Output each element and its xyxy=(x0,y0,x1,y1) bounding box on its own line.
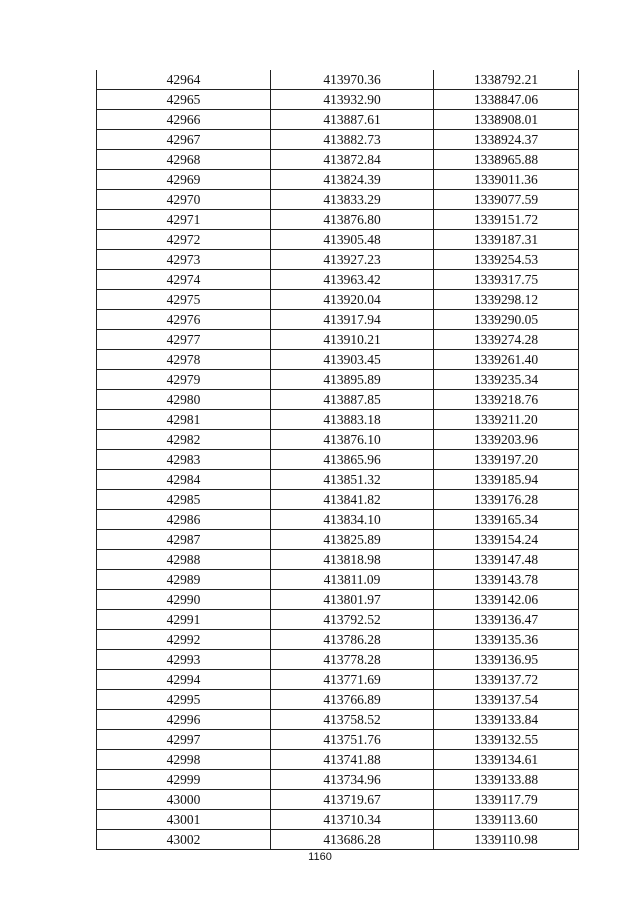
x-coordinate-cell: 413882.73 xyxy=(271,130,434,150)
x-coordinate-cell: 413876.10 xyxy=(271,430,434,450)
point-id-cell: 42990 xyxy=(97,590,271,610)
y-coordinate-cell: 1339142.06 xyxy=(434,590,579,610)
table-row xyxy=(97,170,579,190)
point-id-cell: 42968 xyxy=(97,150,271,170)
coordinate-table-body xyxy=(97,70,579,850)
table-row xyxy=(97,730,579,750)
y-coordinate-cell: 1339147.48 xyxy=(434,550,579,570)
point-id-cell: 42991 xyxy=(97,610,271,630)
x-coordinate-cell: 413887.61 xyxy=(271,110,434,130)
table-row xyxy=(97,370,579,390)
y-coordinate-cell: 1339137.72 xyxy=(434,670,579,690)
table-row xyxy=(97,190,579,210)
x-coordinate-cell: 413719.67 xyxy=(271,790,434,810)
x-coordinate-cell: 413905.48 xyxy=(271,230,434,250)
point-id-cell: 42985 xyxy=(97,490,271,510)
table-row xyxy=(97,210,579,230)
y-coordinate-cell: 1339117.79 xyxy=(434,790,579,810)
point-id-cell: 42995 xyxy=(97,690,271,710)
point-id-cell: 42977 xyxy=(97,330,271,350)
point-id-cell: 42997 xyxy=(97,730,271,750)
x-coordinate-cell: 413771.69 xyxy=(271,670,434,690)
table-row xyxy=(97,390,579,410)
table-row xyxy=(97,650,579,670)
table-row xyxy=(97,490,579,510)
y-coordinate-cell: 1339136.95 xyxy=(434,650,579,670)
point-id-cell: 42996 xyxy=(97,710,271,730)
x-coordinate-cell: 413851.32 xyxy=(271,470,434,490)
point-id-cell: 42971 xyxy=(97,210,271,230)
x-coordinate-cell: 413970.36 xyxy=(271,70,434,90)
point-id-cell: 43000 xyxy=(97,790,271,810)
table-row xyxy=(97,590,579,610)
y-coordinate-cell: 1339274.28 xyxy=(434,330,579,350)
x-coordinate-cell: 413766.89 xyxy=(271,690,434,710)
table-row xyxy=(97,450,579,470)
table-row xyxy=(97,790,579,810)
coordinate-table xyxy=(96,70,579,850)
y-coordinate-cell: 1339261.40 xyxy=(434,350,579,370)
x-coordinate-cell: 413825.89 xyxy=(271,530,434,550)
x-coordinate-cell: 413778.28 xyxy=(271,650,434,670)
table-row xyxy=(97,570,579,590)
table-row xyxy=(97,610,579,630)
x-coordinate-cell: 413917.94 xyxy=(271,310,434,330)
point-id-cell: 42981 xyxy=(97,410,271,430)
page-number: 1160 xyxy=(308,851,332,863)
x-coordinate-cell: 413792.52 xyxy=(271,610,434,630)
y-coordinate-cell: 1339011.36 xyxy=(434,170,579,190)
x-coordinate-cell: 413751.76 xyxy=(271,730,434,750)
table-row xyxy=(97,230,579,250)
point-id-cell: 43002 xyxy=(97,830,271,850)
y-coordinate-cell: 1339113.60 xyxy=(434,810,579,830)
x-coordinate-cell: 413801.97 xyxy=(271,590,434,610)
point-id-cell: 42992 xyxy=(97,630,271,650)
point-id-cell: 43001 xyxy=(97,810,271,830)
point-id-cell: 42978 xyxy=(97,350,271,370)
x-coordinate-cell: 413824.39 xyxy=(271,170,434,190)
point-id-cell: 42976 xyxy=(97,310,271,330)
point-id-cell: 42970 xyxy=(97,190,271,210)
table-row xyxy=(97,630,579,650)
point-id-cell: 42999 xyxy=(97,770,271,790)
x-coordinate-cell: 413811.09 xyxy=(271,570,434,590)
x-coordinate-cell: 413758.52 xyxy=(271,710,434,730)
table-row xyxy=(97,750,579,770)
y-coordinate-cell: 1339218.76 xyxy=(434,390,579,410)
table-row xyxy=(97,550,579,570)
y-coordinate-cell: 1339290.05 xyxy=(434,310,579,330)
y-coordinate-cell: 1339165.34 xyxy=(434,510,579,530)
y-coordinate-cell: 1339298.12 xyxy=(434,290,579,310)
point-id-cell: 42967 xyxy=(97,130,271,150)
x-coordinate-cell: 413741.88 xyxy=(271,750,434,770)
table-row xyxy=(97,250,579,270)
table-row xyxy=(97,510,579,530)
y-coordinate-cell: 1339197.20 xyxy=(434,450,579,470)
x-coordinate-cell: 413887.85 xyxy=(271,390,434,410)
y-coordinate-cell: 1339132.55 xyxy=(434,730,579,750)
point-id-cell: 42969 xyxy=(97,170,271,190)
y-coordinate-cell: 1339317.75 xyxy=(434,270,579,290)
table-row xyxy=(97,70,579,90)
point-id-cell: 42986 xyxy=(97,510,271,530)
y-coordinate-cell: 1339176.28 xyxy=(434,490,579,510)
x-coordinate-cell: 413903.45 xyxy=(271,350,434,370)
table-row xyxy=(97,310,579,330)
table-row xyxy=(97,330,579,350)
y-coordinate-cell: 1339211.20 xyxy=(434,410,579,430)
x-coordinate-cell: 413895.89 xyxy=(271,370,434,390)
point-id-cell: 42973 xyxy=(97,250,271,270)
x-coordinate-cell: 413833.29 xyxy=(271,190,434,210)
y-coordinate-cell: 1339154.24 xyxy=(434,530,579,550)
y-coordinate-cell: 1339133.84 xyxy=(434,710,579,730)
table-row xyxy=(97,130,579,150)
y-coordinate-cell: 1338847.06 xyxy=(434,90,579,110)
y-coordinate-cell: 1339187.31 xyxy=(434,230,579,250)
point-id-cell: 42966 xyxy=(97,110,271,130)
x-coordinate-cell: 413872.84 xyxy=(271,150,434,170)
point-id-cell: 42982 xyxy=(97,430,271,450)
x-coordinate-cell: 413876.80 xyxy=(271,210,434,230)
y-coordinate-cell: 1339110.98 xyxy=(434,830,579,850)
point-id-cell: 42974 xyxy=(97,270,271,290)
point-id-cell: 42988 xyxy=(97,550,271,570)
point-id-cell: 42964 xyxy=(97,70,271,90)
point-id-cell: 42993 xyxy=(97,650,271,670)
y-coordinate-cell: 1338792.21 xyxy=(434,70,579,90)
x-coordinate-cell: 413786.28 xyxy=(271,630,434,650)
y-coordinate-cell: 1339077.59 xyxy=(434,190,579,210)
point-id-cell: 42980 xyxy=(97,390,271,410)
point-id-cell: 42994 xyxy=(97,670,271,690)
x-coordinate-cell: 413927.23 xyxy=(271,250,434,270)
x-coordinate-cell: 413920.04 xyxy=(271,290,434,310)
x-coordinate-cell: 413865.96 xyxy=(271,450,434,470)
y-coordinate-cell: 1338908.01 xyxy=(434,110,579,130)
table-row xyxy=(97,670,579,690)
point-id-cell: 42975 xyxy=(97,290,271,310)
x-coordinate-cell: 413932.90 xyxy=(271,90,434,110)
point-id-cell: 42972 xyxy=(97,230,271,250)
x-coordinate-cell: 413710.34 xyxy=(271,810,434,830)
table-row xyxy=(97,710,579,730)
x-coordinate-cell: 413963.42 xyxy=(271,270,434,290)
table-row xyxy=(97,290,579,310)
point-id-cell: 42965 xyxy=(97,90,271,110)
table-row xyxy=(97,530,579,550)
y-coordinate-cell: 1339151.72 xyxy=(434,210,579,230)
table-row xyxy=(97,270,579,290)
x-coordinate-cell: 413910.21 xyxy=(271,330,434,350)
y-coordinate-cell: 1339134.61 xyxy=(434,750,579,770)
y-coordinate-cell: 1338924.37 xyxy=(434,130,579,150)
y-coordinate-cell: 1339185.94 xyxy=(434,470,579,490)
x-coordinate-cell: 413818.98 xyxy=(271,550,434,570)
x-coordinate-cell: 413686.28 xyxy=(271,830,434,850)
coordinate-table-container xyxy=(96,70,578,850)
y-coordinate-cell: 1339136.47 xyxy=(434,610,579,630)
y-coordinate-cell: 1339137.54 xyxy=(434,690,579,710)
y-coordinate-cell: 1339203.96 xyxy=(434,430,579,450)
point-id-cell: 42989 xyxy=(97,570,271,590)
table-row xyxy=(97,90,579,110)
y-coordinate-cell: 1339133.88 xyxy=(434,770,579,790)
table-row xyxy=(97,150,579,170)
table-row xyxy=(97,430,579,450)
y-coordinate-cell: 1339254.53 xyxy=(434,250,579,270)
y-coordinate-cell: 1339135.36 xyxy=(434,630,579,650)
point-id-cell: 42987 xyxy=(97,530,271,550)
table-row xyxy=(97,110,579,130)
table-row xyxy=(97,350,579,370)
table-row xyxy=(97,690,579,710)
x-coordinate-cell: 413883.18 xyxy=(271,410,434,430)
point-id-cell: 42983 xyxy=(97,450,271,470)
point-id-cell: 42998 xyxy=(97,750,271,770)
x-coordinate-cell: 413834.10 xyxy=(271,510,434,530)
table-row xyxy=(97,410,579,430)
x-coordinate-cell: 413734.96 xyxy=(271,770,434,790)
point-id-cell: 42979 xyxy=(97,370,271,390)
y-coordinate-cell: 1338965.88 xyxy=(434,150,579,170)
table-row xyxy=(97,810,579,830)
x-coordinate-cell: 413841.82 xyxy=(271,490,434,510)
table-row xyxy=(97,770,579,790)
table-row xyxy=(97,830,579,850)
y-coordinate-cell: 1339235.34 xyxy=(434,370,579,390)
point-id-cell: 42984 xyxy=(97,470,271,490)
y-coordinate-cell: 1339143.78 xyxy=(434,570,579,590)
table-row xyxy=(97,470,579,490)
